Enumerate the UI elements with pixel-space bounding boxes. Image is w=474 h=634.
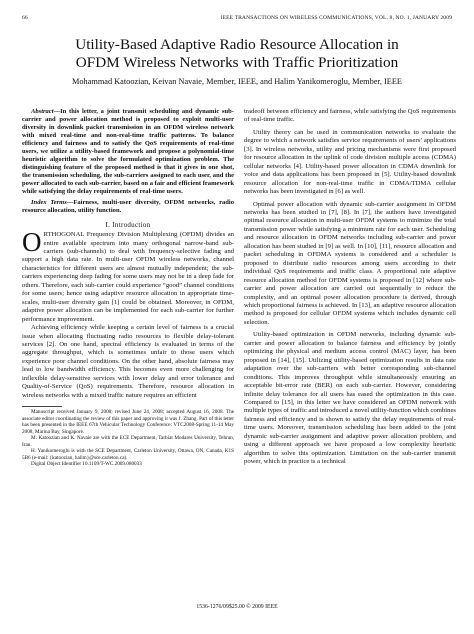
copyright-line: 1536-1276/09$25.00 © 2009 IEEE — [196, 604, 278, 610]
right-paragraph-3: Optimal power allocation with dynamic sub-carrier assignment in OFDM networks has been studied in [7], [8]. In [7], the authors have investigated optimal resource allocation in multi-user OFDM systems to minimize the total transmission power while satisfying a minimum rate for each user. Scheduling and resource allocation in OFDM networks including sub-carrier and power allocation has been studied in [9] as well. In [10], [11], resource allocation and packet scheduling in OFDMA systems is considered and a scheduler is proposed to distribute radio resources among users according to their individual QoS requirements and traffic class. A proportional rate adaptive resource allocation method for OFDM systems is proposed in [12] where sub-carrier and power allocation are carried out sequentially to reduce the complexity, and an optimal power allocation procedure is derived, through which proportional fairness is achieved. In [13], an adaptive resource allocation method is proposed for cellular OFDM systems which includes dynamic cell selection. — [244, 200, 456, 326]
index-terms: Index Terms—Fairness, multi-user diversity, OFDM networks, radio resource allocation, utility function. — [22, 198, 234, 214]
intro-paragraph-1-text: Frequency Division Multiplexing (OFDM) divides an entire available spectrum into many orthogonal narrow-band sub-carriers (sub-channels) to deal with frequency-selective fading and support a high data rate. In multi-user OFDM wireless networks, channel characteristics for different users are almost mutually independent; the sub-carriers experiencing deep fading for some users may not be in a deep fade for others. Therefore, each sub-carrier could experience “good” channel conditions for some users; hence using adaptive resource allocation in appropriate time-scales, multi-user diversity gain [1] could be obtained. Moreover, in OFDM, adaptive power allocation can be implemented for each sub-carrier for further performance improvement. — [22, 231, 234, 323]
paper-title — [0, 36, 474, 72]
right-paragraph-1: tradeoff between efficiency and fairness, while satisfying the QoS requirements of real-time traffic. — [244, 108, 456, 124]
index-terms-text: Fairness, multi-user diversity, OFDM networks, radio resource allocation, utility function. — [22, 198, 234, 214]
footnote-affiliation-2: H. Yanikomeroglu is with the SCE Department, Carleton University, Ottawa, ON, Canada, K1S 5B6 (e-mail: {katoozian, halim}@sce.carleton.ca). — [22, 448, 234, 461]
title-line-2: OFDM Wireless Networks with Traffic Prioritization — [75, 54, 399, 71]
abstract: Abstract—In this letter, a joint transmit scheduling and dynamic sub-carrier and power allocation method is proposed to exploit multi-user diversity in downlink packet transmission in an OFDM wireless network with mixed real-time and non-real-time traffic patterns. To balance efficiency and fairness and to satisfy the QoS requirements of real-time users, we utilize a utility-based framework and propose a polynomial-time heuristic algorithm to solve the formulated optimization problem. The distinguishing feature of the proposed method is that it gives in one shot, the transmission scheduling, the sub-carriers assigned to each user, and the power allocated to each sub-carrier, based on a fair and efficient framework while satisfying the delay requirements of real-time users. — [22, 108, 234, 196]
footnote-rule — [22, 406, 62, 407]
author-list: Mohammad Katoozian, Keivan Navaie, Member, IEEE, and Halim Yanikomeroglu, Member, IEEE — [72, 77, 402, 86]
intro-paragraph-2: Achieving efficiency while keeping a certain level of fairness is a crucial issue when allocating fluctuating radio resources to flexible delay-tolerant services [2]. On one hand, spectral efficiency is evaluated in terms of the aggregate throughput, which is sometimes unfair to those users which experience poor channel conditions. On the other hand, absolute fairness may lead to low bandwidth efficiency. This becomes even more challenging for inflexible delay-sensitive services with lower delay and error tolerance and Quality-of-Service (QoS) requirements. Therefore, resource allocation in wireless networks with a mixed traffic nature requires an efficient — [22, 324, 234, 399]
section-heading-introduction: I. Introduction — [105, 220, 151, 229]
running-header — [22, 15, 452, 24]
intro-lead-word: RTHOGONAL — [43, 231, 85, 239]
intro-paragraph-1 — [22, 227, 234, 324]
right-paragraph-4: Utility-based optimization in OFDM networks, including dynamic sub-carrier and power allocation to balance fairness and efficiency by jointly optimizing the physical and medium access control (MAC) layer, has been proposed in [14], [15]. Utilizing utility-based optimization results in data rate adaptation over the sub-carriers with better corresponding sub-channel conditions. This improves throughput while simultaneously ensuring an acceptable bit-error rate (BER) on each sub-carrier. However, considering infinite delay tolerance for all users has eased the optimization in this case. Compared to [15], in this letter we have considered an OFDM network with multiple types of traffic and introduced a novel utility-function which combines fairness and efficiency and is shown to satisfy the delay requirements of real-time users. Moreover, transmission scheduling has been added to the joint dynamic sub-carrier assignment and adaptive power allocation problem, and using a different approach we have proposed a low complexity heuristic algorithm to solve this optimization. Limitation on the sub-carrier transmit power, which in practice is a technical — [244, 331, 456, 466]
drop-cap: O — [22, 227, 42, 258]
index-terms-label: Index Terms — [31, 198, 67, 206]
abstract-text: In this letter, a joint transmit scheduling and dynamic sub-carrier and power allocation method is proposed to exploit multi-user diversity in downlink packet transmission in an OFDM wireless network with mixed real-time and non-real-time traffic patterns. To balance efficiency and fairness and to satisfy the QoS requirements of real-time users, we utilize a utility-based framework and propose a polynomial-time heuristic algorithm to solve the formulated optimization problem. The distinguishing feature of the proposed method is that it gives in one shot, the transmission scheduling, the sub-carriers assigned to each user, and the power allocated to each sub-carrier, based on a fair and efficient framework while satisfying the delay requirements of real-time users. — [22, 108, 234, 196]
title-line-1: Utility-Based Adaptive Radio Resource Allocation in — [75, 36, 399, 53]
footnote-manuscript: Manuscript received January 9, 2008; revised June 24, 2008; accepted August 16, 2008. The associate editor coordinating the review of this paper and approving it was J. Zhang. Part of this letter has been presented in the IEEE 67th Vehicular Technology Conference: VTC2008-Spring 11-14 May 2008, Marina Bay, Singapore. — [22, 409, 234, 435]
right-paragraph-2: Utility theory can be used in communication networks to evaluate the degree to which a network satisfies service requirements of users’ applications [3]. In wireless networks, utility and pricing mechanisms were first proposed for resource allocation in the uplink of code division multiple access (CDMA) cellular networks [4]. Utility-based power allocation in CDMA downlink for voice and data applications has been proposed in [5]. Utility-based downlink resource allocation for non-real-time traffic in CDMA/TDMA cellular networks has been investigated in [6] as well. — [244, 128, 456, 196]
footnote-doi: Digital Object Identifier 10.1109/T-WC.2009.080033 — [31, 461, 142, 468]
journal-header: IEEE TRANSACTIONS ON WIRELESS COMMUNICATIONS, VOL. 8, NO. 1, JANUARY 2009 — [220, 15, 452, 21]
right-column — [244, 108, 456, 467]
footnotes — [22, 409, 234, 468]
abstract-label: Abstract — [31, 108, 54, 115]
footnote-affiliation-1: M. Katoozian and K. Navaie are with the ECE Department, Tarbiat Modares University, Tehran, Iran. — [22, 435, 234, 448]
page-number: 66 — [22, 15, 28, 21]
left-column — [22, 108, 234, 468]
